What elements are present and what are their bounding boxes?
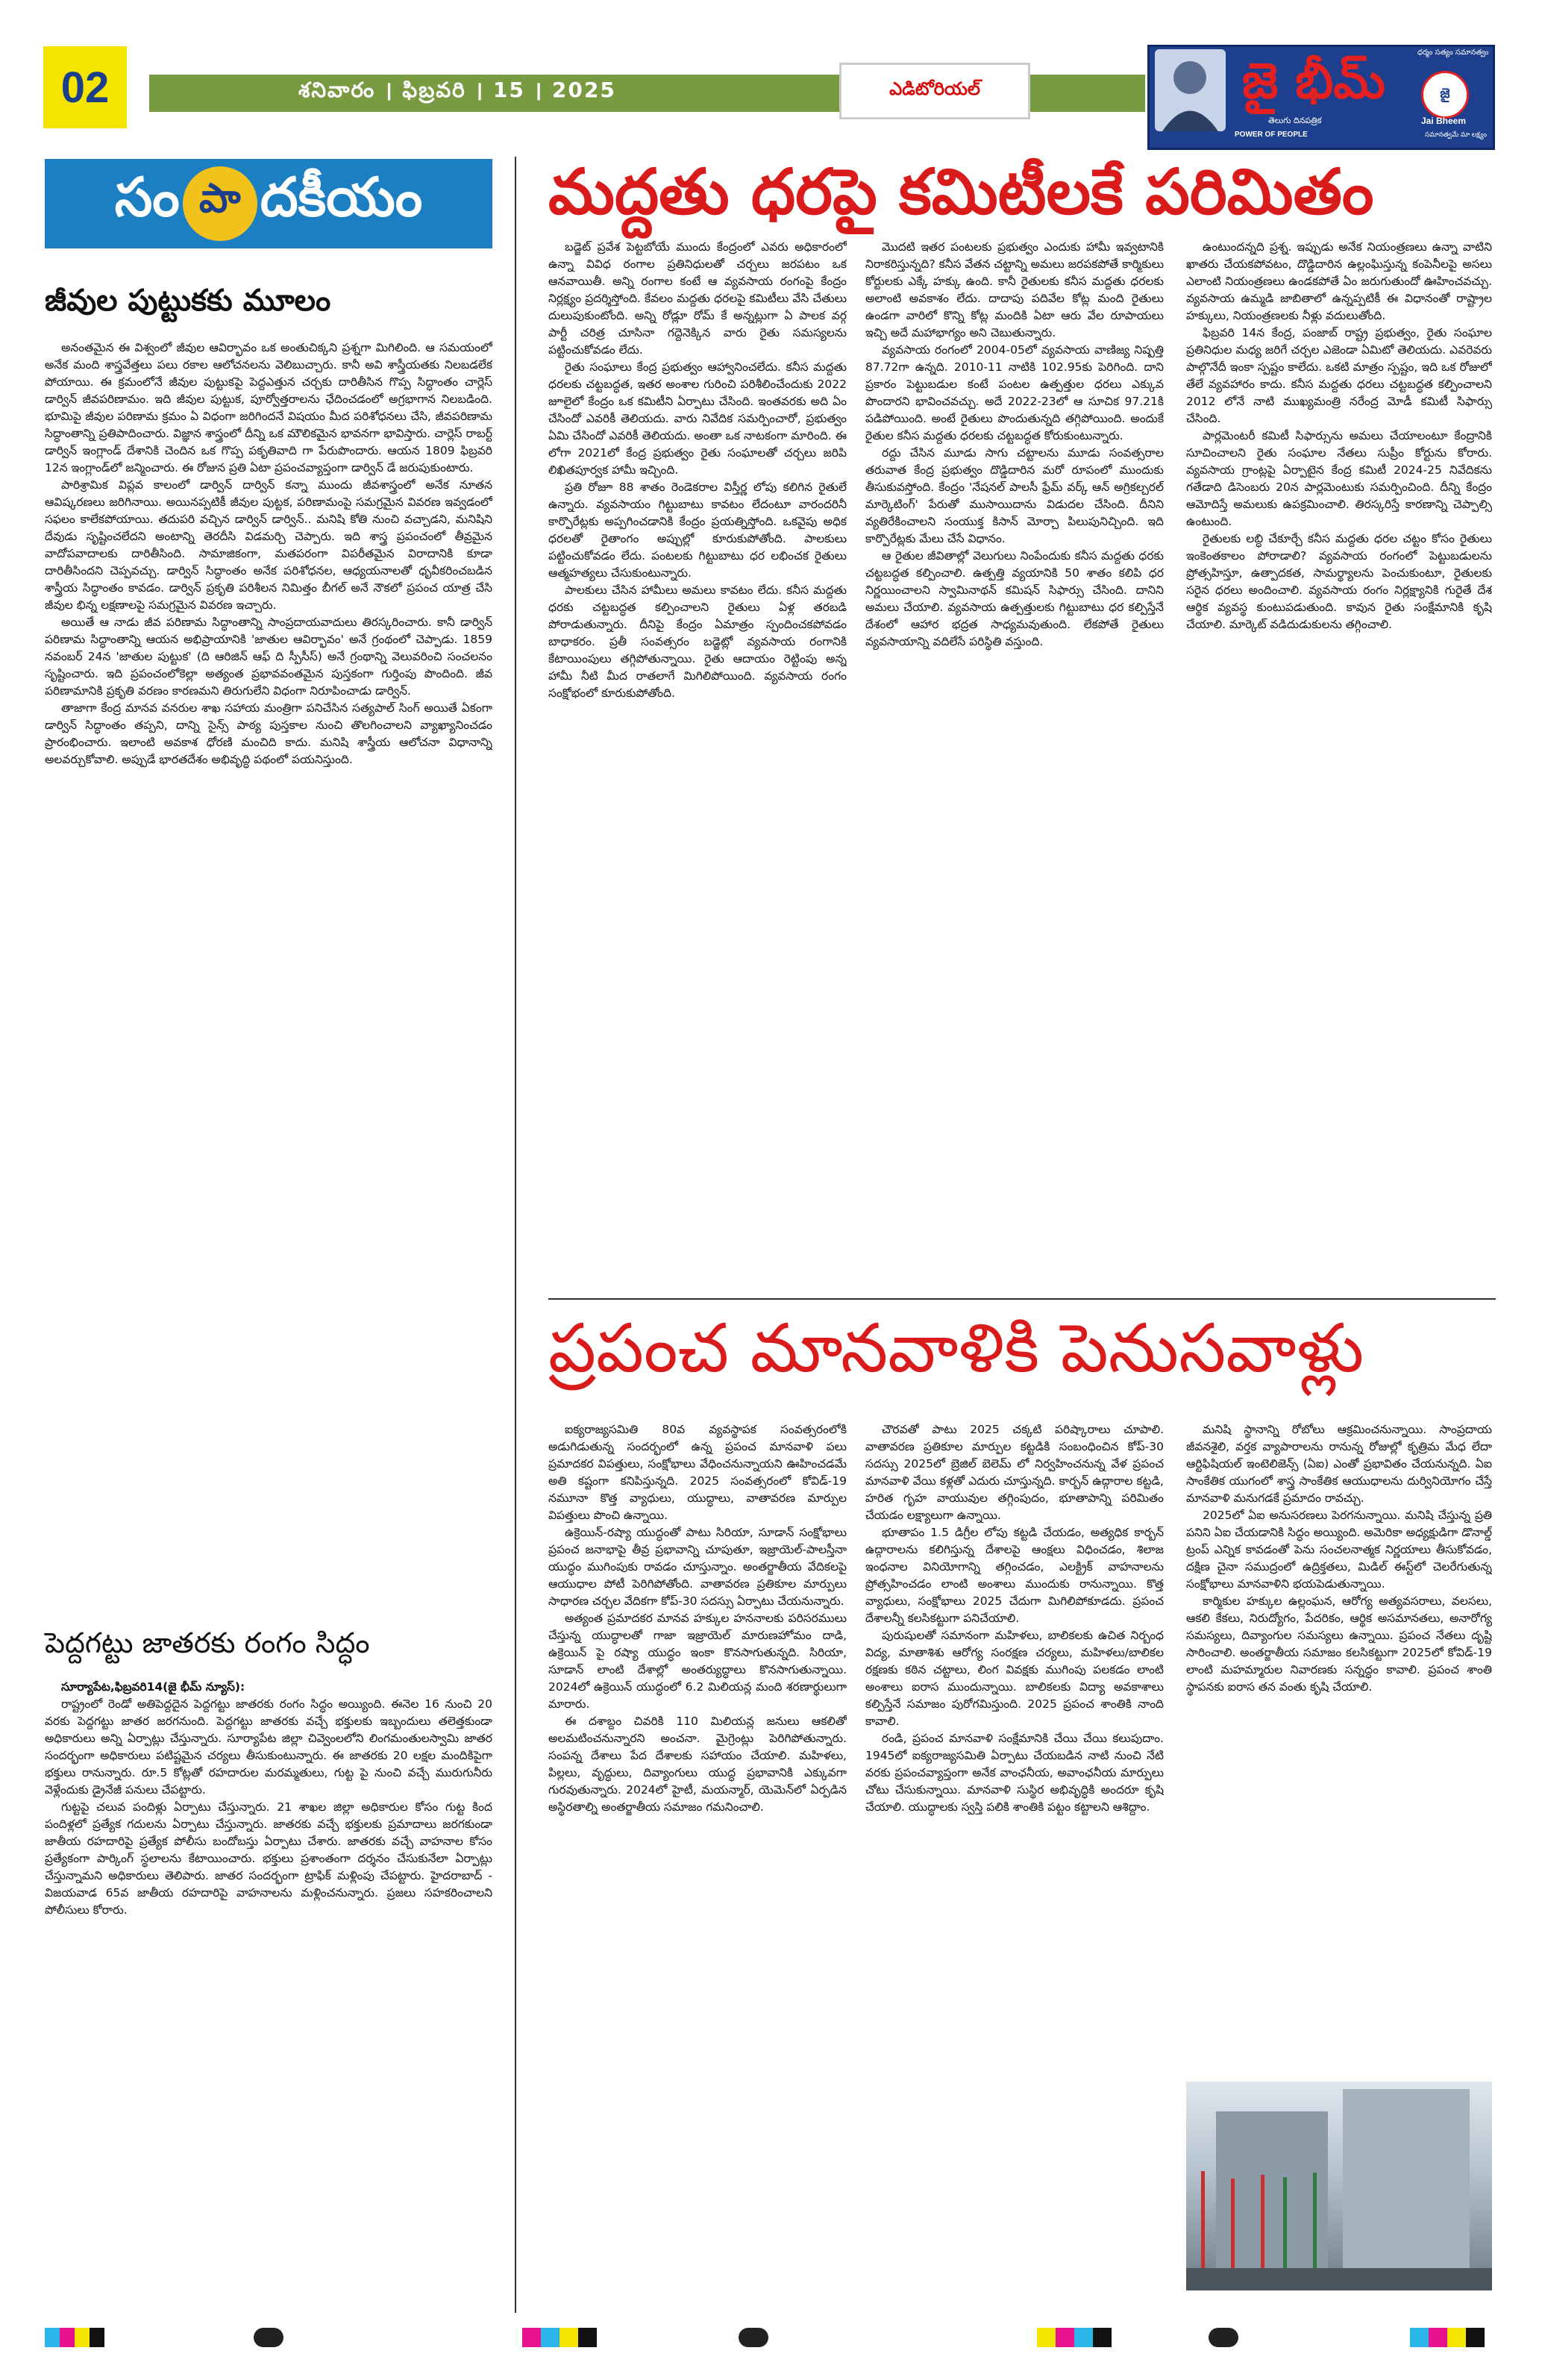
article1-col1 xyxy=(548,239,847,1291)
left-heading: జీవుల పుట్టుకకు మూలం xyxy=(45,284,331,318)
badge-circle: పా xyxy=(183,166,257,241)
paragraph: రండి, ప్రపంచ మానవాళి సంక్షేమానికి చేయి చేయి కలుపుదాం. 1945లో ఐక్యరాజ్యసమితి ఏర్పాటు చేయబడిన నాటి నుంచి నేటి వరకు ప్రపంచవ్యాప్తంగా అనేక వాంఛనీయ, అవాంఛనీయ మార్పులు చోటు చేసుకున్నాయి. మానవాళి సుస్థిర అభివృద్ధికి అందరూ కృషి చేయాలి. యుద్ధాలకు స్వస్తి పలికి శాంతికి పట్టం కట్టాలని ఆశిద్దాం. xyxy=(865,1732,1164,1814)
masthead-tagline-top: ధర్మం సత్యం సమానత్వం xyxy=(1417,48,1489,57)
paragraph: పాలకులు చేసిన హామీలు అమలు కావటం లేదు. కనీస మద్దతు ధరకు చట్టబద్ధత కల్పించాలని రైతులు ఏళ్ల తరబడి పోరాడుతున్నారు. దీనిపై కేంద్రం ఏమాత్రం స్పందించకపోవడం బాధాకరం. ప్రతీ సంవత్సరం బడ్జెట్లో వ్యవసాయ రంగానికి కేటాయింపులు తగ్గిపోతున్నాయి. రైతు ఆదాయం రెట్టింపు అన్న హామీ నీటి మీద రాతలాగే మిగిలిపోయింది. వ్యవసాయ రంగం సంక్షోభంలో కూరుకుపోతోంది. xyxy=(548,583,847,700)
paragraph: రైతు సంఘాలు కేంద్ర ప్రభుత్వం ఆహ్వానించలేదు. కనీస మద్దతు ధరలకు చట్టబద్ధత, ఇతర అంశాల గురించి పరిశీలించేందుకు 2022 జూలైలో కేంద్రం ఒక కమిటీని ఏర్పాటు చేసింది. ఇంతవరకు అది ఏం చేసిందో ఎవరికీ తెలియదు. వారు నివేదిక సమర్పించారో, ప్రభుత్వం ఏమి చేసిందో ఎవరికీ తెలియదు. అంతా ఒక నాటకంగా మారింది. ఈ లోగా 2021లో కేంద్ర ప్రభుత్వం రైతు సంఘాలతో చర్చలు జరిపి లిఖితపూర్వక హామీ ఇచ్చింది. xyxy=(548,360,847,477)
section-label: ఎడిటోరియల్ xyxy=(839,63,1030,119)
emblem-icon: జై xyxy=(1421,71,1469,119)
paragraph: ఉక్రెయిన్-రష్యా యుద్ధంతో పాటు సిరియా, సూడాన్ సంక్షోభాలు ప్రపంచ జనాభాపై తీవ్ర ప్రభావాన్ని చూపుతూ, ఇజ్రాయెల్-పాలస్తీనా యుద్ధం ముగింపుకు రావడం చూస్తున్నాం. అంతర్జాతీయ వేదికలపై ఆయుధాల పోటీ పెరిగిపోతోంది. వాతావరణ ప్రతికూల మార్పులు సాధారణ చర్చల వేదికగా కోప్-30 సదస్సు ఏర్పాటు చేయనున్నారు. xyxy=(548,1526,847,1608)
paragraph: తాజాగా కేంద్ర మానవ వనరుల శాఖ సహాయ మంత్రిగా పనిచేసిన సత్యపాల్ సింగ్ అయితే ఏకంగా డార్విన్ సిద్ధాంతం తప్పని, దాన్ని సైన్స్ పాఠ్య పుస్తకాల నుంచి తొలగించాలని వ్యాఖ్యానించడం ప్రారంభించారు. ఇలాంటి అవకాశ ధోరణి మంచిది కాదు. మనిషి శాస్త్రీయ ఆలోచనా విధానాన్ని అలవర్చుకోవాలి. అప్పుడే భారతదేశం అభివృద్ధి పథంలో పయనిస్తుంది. xyxy=(45,701,492,766)
print-registration-marks xyxy=(0,2328,1542,2350)
color-bar xyxy=(1037,2328,1112,2347)
paragraph: పార్లమెంటరీ కమిటీ సిఫార్సును అమలు చేయాలంటూ కేంద్రానికి సూచించాలని రైతు సంఘాల నేతలు సుప్రీం కోర్టును కోరారు. వ్యవసాయ గ్రాంట్లపై ఏర్పాటైన కేంద్ర కమిటీ 2024-25 నివేదికను గతేడాది డిసెంబరు 20న పార్లమెంటుకు సమర్పించింది. దీన్ని కేంద్రం ఆమోదిస్తే అమలుకు ఉపక్రమించాలి. తిరస్కరిస్తే కారణాన్ని చెప్పాల్సి ఉంటుంది. xyxy=(1186,429,1492,528)
badge-right: దకీయం xyxy=(260,166,423,228)
reg-mark xyxy=(254,2328,283,2347)
editorial-badge xyxy=(45,159,492,248)
left-column-body-2 xyxy=(45,1679,492,2320)
article1-col2 xyxy=(865,239,1164,1291)
article2-col3 xyxy=(1186,1421,1492,2070)
paragraph: భూతాపం 1.5 డిగ్రీల లోపు కట్టడి చేయడం, అత్యధిక కార్బన్ ఉద్గారాలను కలిగిస్తున్న దేశాలపై ఆంక్షలు విధించడం, శిలాజ ఇంధనాల వినియోగాన్ని తగ్గించడం, ఎలక్ట్రిక్ వాహనాలను ప్రోత్సహించడం లాంటి అంశాలు ముందుకు రానున్నాయి. కొత్త వ్యాధులు, సంక్షోభాలు 2025 చేదుగా మిగిలిపోకూడదు. ప్రపంచ దేశాలన్నీ కలసికట్టుగా పనిచేయాలి. xyxy=(865,1526,1164,1625)
page-number: 02 xyxy=(43,46,127,128)
left-column-body xyxy=(45,339,492,1608)
paragraph: ఉంటుందన్నది ప్రశ్న. ఇప్పుడు అనేక నియంత్రణలు ఉన్నా వాటిని ఖాతరు చేయకపోవటం, దొడ్డిదారిన ఉల్లంఘిస్తున్న కంపెనీలపై అసలు ఎలాంటి నియంత్రణలు ఉండకపోతే ఏం జరుగుతుందో ఊహించవచ్చు. వ్యవసాయ ఉమ్మడి జాబితాలో ఉన్నప్పటికీ ఈ విధానంతో రాష్ట్రాల హక్కులు, నియంత్రణలకు నీళ్లు వదులుతోంది. xyxy=(1186,240,1492,322)
color-bar xyxy=(45,2328,104,2347)
color-bar xyxy=(522,2328,597,2347)
article1-col3 xyxy=(1186,239,1492,1291)
paragraph: రద్దు చేసిన మూడు సాగు చట్టాలను మూడు సంవత్సరాల తరువాత కేంద్ర ప్రభుత్వం దొడ్డిదారిన మరో రూపంలో ముందుకు తీసుకువస్తోంది. కేంద్రం 'నేషనల్ పాలసీ ఫ్రేమ్ వర్క్ ఆన్ అగ్రికల్చరల్ మార్కెటింగ్' పేరుతో ముసాయిదాను విడుదల చేసింది. దీనిని వ్యతిరేకించాలని సంయుక్త కిసాన్ మోర్చా పిలుపునిచ్చింది. ఇది కార్పొరేట్లకు మేలు చేసే విధానం. xyxy=(865,446,1164,545)
paragraph: కార్మికుల హక్కుల ఉల్లంఘన, ఆరోగ్య అత్యవసరాలు, వలసలు, ఆకలి కేకలు, నిరుద్యోగం, పేదరికం, ఆర్థిక అసమానతలు, అనారోగ్య సమస్యలు, దివ్యాంగుల సమస్యలు ఉన్నాయి. ప్రపంచ నేతలు దృష్టి సారించాలి. అంతర్జాతీయ సమాజం కలసికట్టుగా 2025లో కోవిడ్-19 లాంటి మహమ్మారుల నివారణకు సన్నద్ధం కావాలి. ప్రపంచ శాంతి స్థాపనకు ఐరాస తన వంతు కృషి చేయాలి. xyxy=(1186,1594,1492,1694)
paragraph: బడ్జెట్ ప్రవేశ పెట్టబోయే ముందు కేంద్రంలో ఎవరు అధికారంలో ఉన్నా వివిధ రంగాల ప్రతినిధులతో చర్చలు జరపటం ఒక ఆనవాయితీ. అన్ని రంగాల కంటే ఆ వ్యవసాయ రంగంపై కేంద్రం నిర్లక్ష్యం ప్రదర్శిస్తోంది. కేవలం మద్దతు ధరలపై కమిటీలు వేసి చేతులు దులుపుకుంటోంది. అన్ని రోడ్లూ రోమ్ కే అన్నట్లుగా ఏ పాలక వర్గ పార్టీ చరిత్ర చూసినా గద్దెనెక్కిన వారు రైతు సమస్యలను పట్టించుకోవడం లేదు. xyxy=(548,240,847,357)
emblem-label: Jai Bheem xyxy=(1421,116,1467,126)
byline: సూర్యాపేట,ఫిబ్రవరి14(జై భీమ్ న్యూస్): xyxy=(61,1680,245,1694)
masthead-tagline-english: POWER OF PEOPLE xyxy=(1235,131,1308,139)
paragraph: పారిశ్రామిక విప్లవ కాలంలో డార్విన్ దార్విన్ కన్నా ముందు జీవశాస్త్రంలో అనేక నూతన ఆవిష్కరణలు జరిగినాయి. అయినప్పటికీ జీవుల పుట్టక, పరిణామంపై సమగ్రమైన వివరణ ఇవ్వడంలో సఫలం కాలేకపోయాయి. తదుపరి వచ్చిన డార్విన్ డార్విన్.. మనిషి కోతి నుంచి వచ్చాడని, మనిషిని దేవుడు సృష్టించలేదని అంటాన్ని తెరదీసి విడమర్చి చెప్పారు. ఇది శాస్త్ర ప్రపంచంలో తీవ్రమైన వాదోపవాదాలకు దారితీసింది. సామాజికంగా, మతపరంగా విపరీతమైన విరాదానికి కూడా దారితీసిందని చెప్పవచ్చు. డార్విన్ సిద్ధాంతం అనేక పరిశోధనల, ఆధ్యయనాలతో ధృవీకరించబడిన శాస్త్రీయ సిద్ధాంతం కావడం. డార్విన్ ప్రకృతి పరిశీలన నిమిత్తం బీగల్ అనే నౌకలో ప్రపంచ యాత్ర చేసి జీవుల భిన్న లక్షణాలపై సమగ్రమైన వివరణ ఇచ్చారు. xyxy=(45,478,492,612)
headline-msp: మద్దతు ధరపై కమిటీలకే పరిమితం xyxy=(548,155,1374,228)
paragraph: ప్రతి రోజూ 88 శాతం రెండెకరాల విస్తీర్ణ లోపు కలిగిన రైతులే ఉన్నారు. వ్యవసాయం గిట్టుబాటు కావటం లేదంటూ వారందరినీ కార్పొరేట్లకు అప్పగించడానికి కేంద్రం ప్రయత్నిస్తోంది. ఒకవైపు అధిక ధరలతో రైతాంగం అప్పుల్లో కూరుకుపోతోంది. పాలకులు పట్టించుకోవడం లేదు. పంటలకు గిట్టుబాటు ధర లభించక రైతులు ఆత్మహత్యలు చేసుకుంటున్నారు. xyxy=(548,480,847,580)
issue-date: శనివారం । ఫిబ్రవరి । 15 । 2025 xyxy=(298,78,616,102)
portrait-icon xyxy=(1155,49,1226,131)
paragraph: ఫిబ్రవరి 14న కేంద్ర, పంజాబ్ రాష్ట్ర ప్రభుత్వం, రైతు సంఘాల ప్రతినిధుల మధ్య జరిగే చర్చల ఎజెండా ఏమిటో తెలియదు. ఎవరెవరు పాల్గొనేదీ ఇంకా స్పష్టం కాలేదు. ఒకటి మాత్రం స్పష్టం, ఇది ఒక రోజులో తేలే వ్యవహారం కాదు. కనీస మద్దతు ధరలు చట్టబద్ధత కల్పించాలని 2012 లోనే నాటి ముఖ్యమంత్రి నరేంద్ర మోడీ కమిటీ సిఫార్సు చేసింది. xyxy=(1186,326,1492,425)
paragraph: ఆ రైతుల జీవితాల్లో వెలుగులు నింపేందుకు కనీస మద్దతు ధరకు చట్టబద్ధత కల్పించాలి. ఉత్పత్తి వ్యయానికి 50 శాతం కలిపి ధర నిర్ణయించాలని స్వామినాథన్ కమిషన్ సిఫార్సు చేసింది. దానిని అమలు చేయాలి. వ్యవసాయ ఉత్పత్తులకు గిట్టుబాటు ధర కల్పిస్తేనే దేశంలో ఆహార భద్రత సాధ్యమవుతుంది. లేకపోతే రైతులు వ్యవసాయాన్ని వదిలేసే పరిస్థితి వస్తుంది. xyxy=(865,549,1164,648)
paragraph: ఐక్యరాజ్యసమితి 80వ వ్యవస్థాపక సంవత్సరంలోకి అడుగిడుతున్న సందర్భంలో ఉన్న ప్రపంచ మానవాళి పలు ప్రమాదకర విపత్తులు, సంక్షోభాలు వేధించనున్నాయని ఊహించడమే అతి కష్టంగా కనిపిస్తున్నది. 2025 సంవత్సరంలో కోవిడ్-19 నమూనా కొత్త వ్యాధులు, యుద్ధాలు, వాతావరణ మార్పుల విపత్తులు పొంచి ఉన్నాయి. xyxy=(548,1423,847,1522)
paragraph: రాష్ట్రంలో రెండో అతిపెద్దదైన పెద్దగట్టు జాతరకు రంగం సిద్ధం అయ్యింది. ఈనెల 16 నుంచి 20 వరకు పెద్దగట్టు జాతర జరగనుంది. పెద్దగట్టు జాతరకు వచ్చే భక్తులకు ఇబ్బందులు తలెత్తకుండా అధికారులు అన్ని ఏర్పాట్లు చేస్తున్నారు. సూర్యాపేట జిల్లా చివ్వెంలలోని లింగమంతులస్వామి జాతర సందర్భంగా అధికారులు పటిష్టమైన చర్యలు తీసుకుంటున్నారు. ఈ జాతరకు 20 లక్షల మందికిపైగా భక్తులు రానున్నారు. రూ.5 కోట్లతో రహదారుల మరమ్మతులు, గుట్ట పై నుంచి వచ్చే మురుగునీరు వెళ్లేందుకు డ్రైనేజీ పనులు చేపట్టారు. xyxy=(45,1697,492,1797)
badge-left: సం xyxy=(114,166,180,228)
column-divider xyxy=(515,157,516,2313)
masthead-tagline-telugu: తెలుగు దినపత్రిక xyxy=(1268,116,1322,125)
headline-humanity: ప్రపంచ మానవాళికి పెనుసవాళ్లు xyxy=(548,1309,1364,1388)
paragraph: అనంతమైన ఈ విశ్వంలో జీవుల ఆవిర్భావం ఒక అంతుచిక్కని ప్రశ్నగా మిగిలింది. ఆ సమయంలో అనేక మంది శాస్త్రవేత్తలు పలు రకాల ఆలోచనలను వెలిబుచ్చారు. కానీ అవి శాస్త్రీయతకు నిలబడలేక పోయాయి. ఈ క్రమంలోనే జీవుల పుట్టుకపై పెద్దఎత్తున చర్చకు దారితీసిన గొప్ప సిద్ధాంతం చార్లెస్ డార్విన్ జీవపరిణామం. ఇది జీవుల పుట్టుక, పూర్వోత్తరాలను ఛేదించడంలో అగ్రభాగాన నిలబడింది. భూమిపై జీవుల పరిణామ క్రమం ఏ విధంగా జరిగిందనే విషయం మీద పరిశోధనలు చేసి, జీవపరిణామ సిద్ధాంతాన్ని ప్రతిపాదించారు. విజ్ఞాన శాస్త్రంలో దీన్ని ఒక మౌలికమైన భావనగా భావిస్తారు. చార్లెస్ రాబర్ట్ డార్విన్ ఇంగ్లాండ్ దేశానికి చెందిన ఒక గొప్ప పకృతివాది గా పేరుపొందారు. ఆయన 1809 ఫిబ్రవరి 12న ఇంగ్లాండ్‌లో జన్మించారు. ఈ రోజున ప్రతి ఏటా ప్రపంచవ్యాప్తంగా డార్విన్ డే జరుపుకుంటారు. xyxy=(45,341,492,475)
paragraph: మొదటి ఇతర పంటలకు ప్రభుత్వం ఎందుకు హామీ ఇవ్వటానికి నిరాకరిస్తున్నది? కనీస వేతన చట్టాన్ని అమలు జరపకపోతే కార్మికులు కోర్టులకు ఎక్కే హక్కు ఉంది. కానీ రైతులకు కనీస మద్దతు ధరలకు అలాంటి అవకాశం లేదు. దాదాపు పదివేల కోట్ల మంది రైతులు ఉండగా వారిలో కొన్ని కోట్ల మందికి ఏటా ఆరు వేల రూపాయలు ఇచ్చి అదే మహాభాగ్యం అని చెబుతున్నారు. xyxy=(865,240,1164,339)
article2-col1 xyxy=(548,1421,847,2317)
un-building-photo xyxy=(1186,2082,1492,2290)
reg-mark xyxy=(739,2328,768,2347)
article2-col2 xyxy=(865,1421,1164,2317)
section-divider xyxy=(548,1298,1496,1300)
reg-mark xyxy=(1209,2328,1238,2347)
paragraph: వ్యవసాయ రంగంలో 2004-05లో వ్యవసాయ వాణిజ్య నిష్పత్తి 87.72గా ఉన్నది. 2010-11 నాటికి 102.95కు పెరిగింది. దాని ప్రకారం పెట్టుబడుల కంటే పంటల ఉత్పత్తుల ధరలు ఎక్కువ పొందారని భావించవచ్చు. అదే 2022-23లో ఆ సూచిక 97.21కి పడిపోయింది. అంటే రైతులు పొందుతున్నది తగ్గిపోయింది. అందుకే రైతుల కనీస మద్దతు ధరలకు చట్టబద్ధత కోరుకుంటున్నారు. xyxy=(865,343,1164,442)
color-bar xyxy=(1410,2328,1485,2347)
paragraph: పురుషులతో సమానంగా మహిళలు, బాలికలకు ఉచిత నిర్బంధ విద్య, మాతాశిశు ఆరోగ్య సంరక్షణ చర్యలు, మహిళలు/బాలికల రక్షణకు కఠిన చట్టాలు, లింగ వివక్షకు ముగింపు పలకడం లాంటి అంశాలు ఐరాస ముందున్నాయి. బాలికలకు విద్యా అవకాశాలు కల్పిస్తేనే సమాజం పురోగమిస్తుంది. 2025 ప్రపంచ శాంతికి నాంది కావాలి. xyxy=(865,1629,1164,1728)
masthead-tagline-right: సమానత్వమే మా లక్ష్యం xyxy=(1425,131,1488,138)
paragraph: మనిషి స్థానాన్ని రోబోలు ఆక్రమించనున్నాయి. సాంప్రదాయ జీవనశైలి, వర్తక వ్యాపారాలను రానున్న రోజుల్లో కృత్రిమ మేధ లేదా ఆర్టిఫిషియల్ ఇంటెలిజెన్స్ (ఏఐ) ఎంతో ప్రభావితం చేయనున్నది. ఏఐ సాంకేతిక యుగంలో శాస్త్ర సాంకేతిక ఆయుధాలను దుర్వినియోగం చేస్తే మానవాళి మనుగడకే ప్రమాదం రావచ్చు. xyxy=(1186,1423,1492,1505)
paragraph: అయితే ఆ నాడు జీవ పరిణామ సిద్ధాంతాన్ని సాంప్రదాయవాదులు తిరస్కరించారు. కానీ డార్విన్ పరిణామ సిద్ధాంతాన్ని ఆయన అభిప్రాయానికి 'జాతుల ఆవిర్భావం' అనే గ్రంథంలో చెప్పాడు. 1859 నవంబర్ 24న 'జాతుల పుట్టుక' (ది ఆరిజిన్ ఆఫ్ ది స్పీసీస్) అనే గ్రంథాన్ని వెలువరించి సంచలనం సృష్టించారు. ఇది ప్రపంచంలోకెల్లా అత్యంత ప్రభావవంతమైన పుస్తకంగా గుర్తింపు పొందింది. జీవ పరిణామానికి ప్రకృతి వరణం కారణమని తిరుగులేని విధంగా నిరూపించాడు డార్విన్. xyxy=(45,616,492,698)
paragraph: చౌరవతో పాటు 2025 చక్కటి పరిష్కారాలు చూపాలి. వాతావరణ ప్రతికూల మార్పుల కట్టడికి సంబంధించిన కోప్-30 సదస్సు 2025లో బ్రెజిల్ బెలెమ్ లో నిర్వహించనున్న వేళ ప్రపంచ మానవాళి వేయి కళ్లతో ఎదురు చూస్తున్నది. కార్బన్ ఉద్గారాల కట్టడి, హరిత గృహ వాయువుల తగ్గింపుదం, భూతాపాన్ని పరిమితం చేయడం లక్ష్యాలుగా ఉన్నాయి. xyxy=(865,1423,1164,1522)
paragraph: రైతులకు లబ్ధి చేకూర్చే కనీస మద్దతు ధరల చట్టం కోసం రైతులు ఇంకెంతకాలం పోరాడాలి? వ్యవసాయ రంగంలో పెట్టుబడులను ప్రోత్సహిస్తూ, ఉత్పాదకత, సామర్థ్యాలను పెంచుకుంటూ, రైతులకు సరైన ధరలు అందించాలి. వ్యవసాయ రంగం నిర్లక్ష్యానికి గురైతే దేశ ఆర్థిక వ్యవస్థ కుంటుపడుతుంది. కావున రైతు సంక్షేమానికి కృషి చేయాలి. మార్కెట్ వడిదుడుకులను తగ్గించాలి. xyxy=(1186,532,1492,631)
paragraph: 2025లో ఏఐ అనుసరణలు పెరగనున్నాయి. మనిషి చేస్తున్న ప్రతి పనిని ఏఐ చేయడానికి సిద్ధం అయ్యింది. అమెరికా అధ్యక్షుడిగా డొనాల్డ్ ట్రంప్ ఎన్నిక కావడంతో పెను సంచలనాత్మక నిర్ణయాలు తీసుకోవడం, దక్షిణ చైనా సముద్రంలో ఉద్రిక్తతలు, మిడిల్ ఈస్ట్‌లో చెలరేగుతున్న సంక్షోభాలు మానవాళిని భయపెడుతున్నాయి. xyxy=(1186,1509,1492,1591)
paragraph: గుట్టపై చలువ పందిళ్లు ఏర్పాటు చేస్తున్నారు. 21 శాఖల జిల్లా అధికారుల కోసం గుట్ట కింద పందిళ్లలో ప్రత్యేక గదులను ఏర్పాటు చేస్తున్నారు. జాతరకు వచ్చే భక్తులకు ప్రమాదాలు జరగకుండా జాతీయ రహదారిపై ప్రత్యేక పోలీసు బందోబస్తు ఏర్పాటు చేశారు. జాతరకు వచ్చే వాహనాల కోసం ప్రత్యేకంగా పార్కింగ్ స్థలాలను కేటాయించారు. భక్తులు ప్రశాంతంగా దర్శనం చేసుకునేలా ఏర్పాట్లు చేస్తున్నామని అధికారులు తెలిపారు. జాతర సందర్భంగా ట్రాఫిక్ మళ్లింపు చేపట్టారు. హైదరాబాద్ - విజయవాడ 65వ జాతీయ రహదారిపై వాహనాలను మళ్లించనున్నారు. ప్రజలు సహకరించాలని పోలీసులు కోరారు. xyxy=(45,1800,492,1917)
masthead-title: జై భీమ్ xyxy=(1242,52,1385,110)
paragraph: అత్యంత ప్రమాదకర మానవ హక్కుల హననాలకు పరిసరములు చేస్తున్న యుద్ధాలతో గాజా ఇజ్రాయెల్ మారుణహోమం దాడి, ఉక్రెయిన్ పై రష్యా యుద్ధం ఇంకా కొనసాగుతున్నది. సిరియా, సూడాన్ లాంటి దేశాల్లో అంతర్యుద్ధాలు కొనసాగుతున్నాయి. 2024లో ఉక్రెయిన్ యుద్ధంలో 6.2 మిలియన్ల మంది శరణార్థులుగా మారారు. xyxy=(548,1612,847,1711)
left-heading-2: పెద్దగట్టు జాతరకు రంగం సిద్ధం xyxy=(45,1626,370,1659)
paragraph: ఈ దశాబ్దం చివరికి 110 మిలియన్ల జనులు ఆకలితో అలమటించనున్నారని అంచనా. మైగ్రెంట్లు పెరిగిపోతున్నారు. సంపన్న దేశాలు పేద దేశాలకు సహాయం చేయాలి. మహిళలు, పిల్లలు, వృద్ధులు, దివ్యాంగులు యుద్ధ ప్రభావానికి ఎక్కువగా గురవుతున్నారు. 2024లో హైటీ, మయన్మార్, యెమెన్‌లో ఏర్పడిన అస్థిరతాల్ని అంతర్జాతీయ సమాజం గమనించాలి. xyxy=(548,1714,847,1814)
